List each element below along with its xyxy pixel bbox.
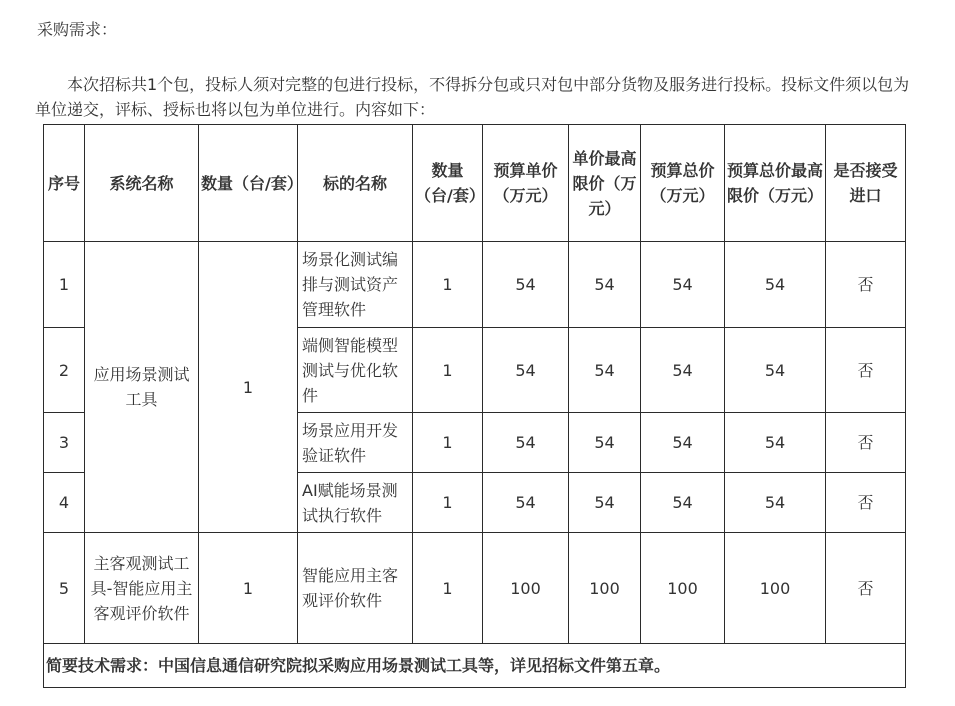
- cell-unit-max: 54: [569, 328, 641, 413]
- intro-text: 本次招标共1个包，投标人须对完整的包进行投标，不得拆分包或只对包中部分货物及服务进行投标。投标文件须以包为单位递交，评标、授标也将以包为单位进行。内容如下：: [35, 75, 910, 119]
- intro-paragraph: [35, 72, 915, 122]
- cell-total-max: 54: [725, 413, 826, 473]
- cell-qty: 1: [413, 328, 483, 413]
- header-import: 是否接受进口: [826, 125, 906, 242]
- table-header-row: [44, 125, 906, 242]
- table-summary-row: [44, 644, 906, 688]
- cell-total-budget: 54: [641, 473, 725, 533]
- cell-seq: 3: [44, 413, 85, 473]
- header-total-max: 预算总价最高限价（万元）: [725, 125, 826, 242]
- cell-unit-budget: 54: [483, 328, 569, 413]
- cell-total-budget: 54: [641, 413, 725, 473]
- cell-item-name: 场景应用开发验证软件: [298, 413, 413, 473]
- cell-qty: 1: [413, 533, 483, 644]
- header-seq: 序号: [44, 125, 85, 242]
- cell-import: 否: [826, 473, 906, 533]
- cell-total-budget: 54: [641, 242, 725, 328]
- cell-total-max: 54: [725, 473, 826, 533]
- table-row: [44, 242, 906, 328]
- cell-qty: 1: [413, 242, 483, 328]
- cell-unit-max: 54: [569, 413, 641, 473]
- header-qty: 数量（台/套）: [199, 125, 298, 242]
- cell-unit-budget: 54: [483, 242, 569, 328]
- cell-seq: 2: [44, 328, 85, 413]
- cell-total-max: 100: [725, 533, 826, 644]
- header-item: 标的名称: [298, 125, 413, 242]
- cell-system-name: 主客观测试工具-智能应用主客观评价软件: [85, 533, 199, 644]
- cell-seq: 1: [44, 242, 85, 328]
- cell-item-name: 智能应用主客观评价软件: [298, 533, 413, 644]
- cell-item-name: 端侧智能模型测试与优化软件: [298, 328, 413, 413]
- cell-total-max: 54: [725, 328, 826, 413]
- cell-total-budget: 100: [641, 533, 725, 644]
- cell-unit-max: 100: [569, 533, 641, 644]
- cell-unit-budget: 54: [483, 473, 569, 533]
- cell-seq: 5: [44, 533, 85, 644]
- procurement-table: [43, 124, 906, 688]
- header-total-budget: 预算总价（万元）: [641, 125, 725, 242]
- cell-total-budget: 54: [641, 328, 725, 413]
- cell-unit-budget: 54: [483, 413, 569, 473]
- header-system: 系统名称: [85, 125, 199, 242]
- cell-unit-max: 54: [569, 242, 641, 328]
- cell-import: 否: [826, 242, 906, 328]
- cell-system-qty: 1: [199, 533, 298, 644]
- cell-qty: 1: [413, 413, 483, 473]
- summary-text: 简要技术需求：中国信息通信研究院拟采购应用场景测试工具等，详见招标文件第五章。: [44, 644, 906, 688]
- cell-import: 否: [826, 413, 906, 473]
- cell-total-max: 54: [725, 242, 826, 328]
- cell-system-qty: 1: [199, 242, 298, 533]
- header-unit-max: 单价最高限价（万元）: [569, 125, 641, 242]
- header-unit-budget: 预算单价（万元）: [483, 125, 569, 242]
- cell-unit-max: 54: [569, 473, 641, 533]
- header-qty-item: 数量（台/套）: [413, 125, 483, 242]
- cell-seq: 4: [44, 473, 85, 533]
- cell-import: 否: [826, 533, 906, 644]
- cell-item-name: 场景化测试编排与测试资产管理软件: [298, 242, 413, 328]
- table-row: [44, 533, 906, 644]
- section-heading: 采购需求：: [37, 20, 118, 39]
- cell-qty: 1: [413, 473, 483, 533]
- cell-item-name: AI赋能场景测试执行软件: [298, 473, 413, 533]
- cell-import: 否: [826, 328, 906, 413]
- cell-system-name: 应用场景测试工具: [85, 242, 199, 533]
- cell-unit-budget: 100: [483, 533, 569, 644]
